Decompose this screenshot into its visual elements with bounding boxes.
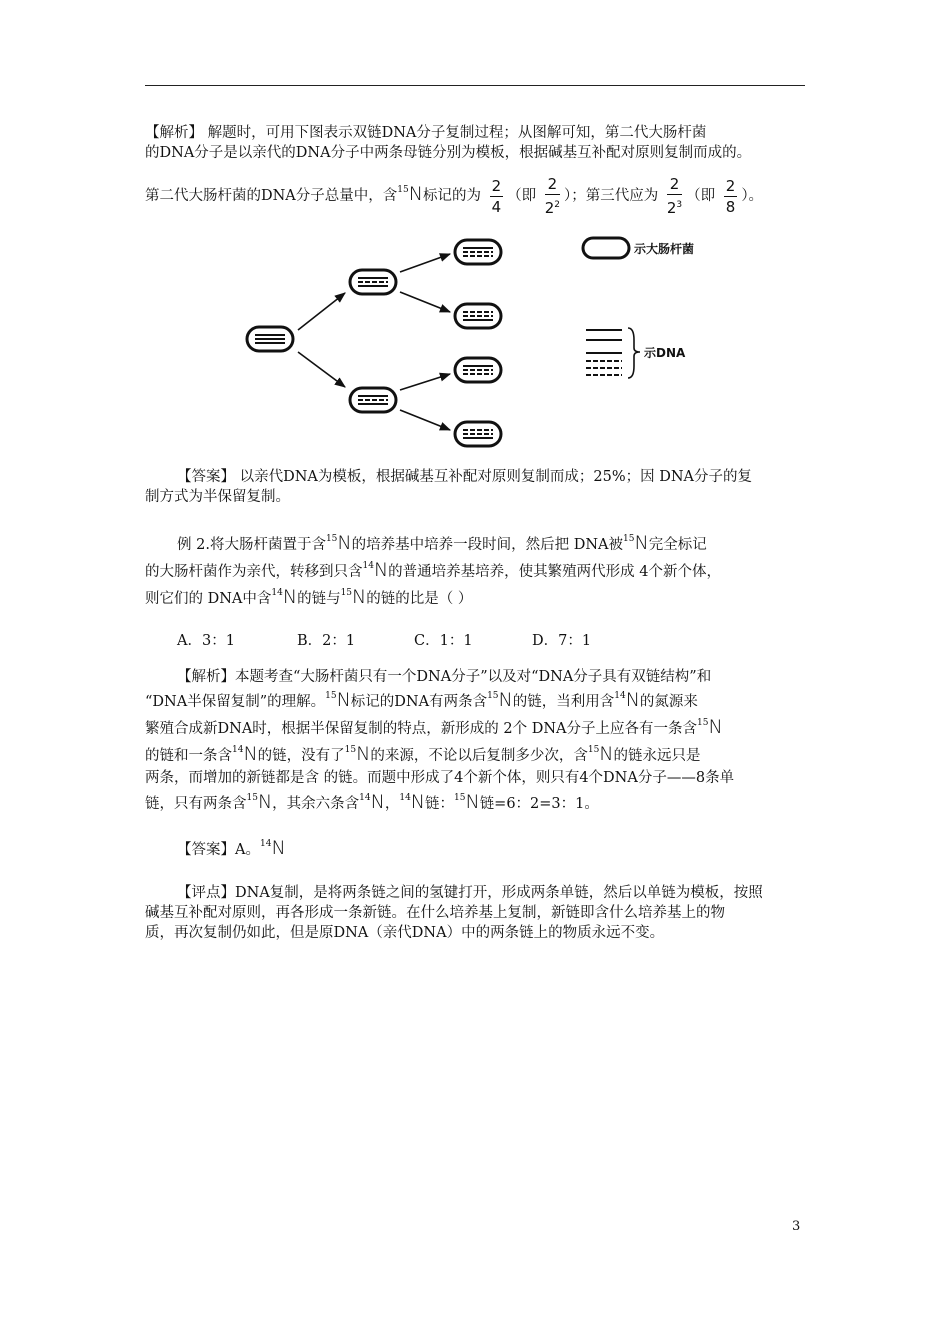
analysis-2-line-3: 繁殖合成新DNA时，根据半保留复制的特点，新形成的 2个 DNA分子上应各有一条含$^{15}$N xyxy=(145,716,723,738)
answer-2: 【答案】A。$^{14}$N xyxy=(177,837,286,859)
comment-line-2: 碱基互补配对原则，再各形成一条新链。在什么培养基上复制，新链即含什么培养基上的物 xyxy=(145,905,725,921)
page-number: 3 xyxy=(792,1219,801,1234)
example-2-line-2: 的大肠杆菌作为亲代，转移到只含$^{14}$N的普通培养基培养，使其繁殖两代形成 4个新个体， xyxy=(145,559,722,581)
answer-1-line-2: 制方式为半保留复制。 xyxy=(145,489,290,505)
gen2-bacterium-bottom xyxy=(350,388,396,412)
comment-line-1: 【评点】DNA复制，是将两条链之间的氢键打开，形成两条单链，然后以单链为模板，按照 xyxy=(177,885,763,901)
fraction-2-8: $\frac{2}{8}$ xyxy=(725,176,736,216)
legend-bacterium xyxy=(583,238,694,258)
example-2-line-1: 例 2.将大肠杆菌置于含$^{15}$N的培养基中培养一段时间，然后把 DNA被$^{15}$N完全标记 xyxy=(177,532,707,554)
comment-line-3: 质，再次复制仍如此，但是原DNA（亲代DNA）中的两条链上的物质永远不变。 xyxy=(145,925,665,941)
analysis-1-line-2: 的DNA分子是以亲代的DNA分子中两条母链分别为模板，根据碱基互补配对原则复制而成的。 xyxy=(145,145,752,161)
legend-bacterium-label: 示大肠杆菌 xyxy=(634,242,695,256)
analysis-2-line-1: 【解析】本题考查“大肠杆菌只有一个DNA分子”以及对“DNA分子具有双链结构”和 xyxy=(177,669,712,685)
analysis-2-line-2: “DNA半保留复制”的理解。$^{15}$N标记的DNA有两条含$^{15}$N的链，当利用含$^{14}$N的氮源来 xyxy=(145,689,698,711)
fraction-2-2cube: $\frac{2}{2^3}$ xyxy=(666,175,683,217)
analysis-2-line-6: 链，只有两条含$^{15}$N，其余六条含$^{14}$N，$^{14}$N链：$^{15}$N链=6：2=3：1。 xyxy=(145,791,599,813)
fraction-2-2sq: $\frac{2}{2^2}$ xyxy=(544,175,561,217)
gen3-bacterium-3 xyxy=(455,358,501,382)
option-a[interactable]: A．3：1 xyxy=(177,633,235,649)
analysis-1-line-3: 第二代大肠杆菌的DNA分子总量中，含$^{15}$N标记的为 $\frac{2}{4}$ （即 $\frac{2}{2^2}$ ）；第三代应为 $\frac{2}{2^3}$ （即 $\frac{2}{8}$ ）。 xyxy=(145,175,764,217)
analysis-1-line-1: 【解析】 解题时，可用下图表示双链DNA分子复制过程；从图解可知，第二代大肠杆菌 xyxy=(145,125,707,141)
parent-bacterium xyxy=(247,327,293,351)
option-d[interactable]: D．7：1 xyxy=(532,633,592,649)
gen3-bacterium-4 xyxy=(455,422,501,446)
legend-dna-label: 示DNA xyxy=(644,346,686,360)
analysis-2-line-5: 两条，而增加的新链都是含 的链。而题中形成了4个新个体，则只有4个DNA分子——8条单 xyxy=(145,770,735,786)
example-2-line-3: 则它们的 DNA中含$^{14}$N的链与$^{15}$N的链的比是（ ） xyxy=(145,586,473,608)
fraction-2-4: $\frac{2}{4}$ xyxy=(491,176,502,216)
option-c[interactable]: C．1：1 xyxy=(414,633,473,649)
answer-1-line-1: 【答案】 以亲代DNA为模板，根据碱基互补配对原则复制而成；25%；因 DNA分子的复 xyxy=(177,469,753,485)
dna-replication-diagram xyxy=(0,0,950,460)
legend-dna xyxy=(586,328,686,378)
option-b[interactable]: B．2：1 xyxy=(297,633,356,649)
gen3-bacterium-1 xyxy=(455,240,501,264)
gen2-bacterium-top xyxy=(350,270,396,294)
gen3-bacterium-2 xyxy=(455,304,501,328)
analysis-2-line-4: 的链和一条含$^{14}$N的链，没有了$^{15}$N的来源，不论以后复制多少次，含$^{15}$N的链永远只是 xyxy=(145,743,701,765)
